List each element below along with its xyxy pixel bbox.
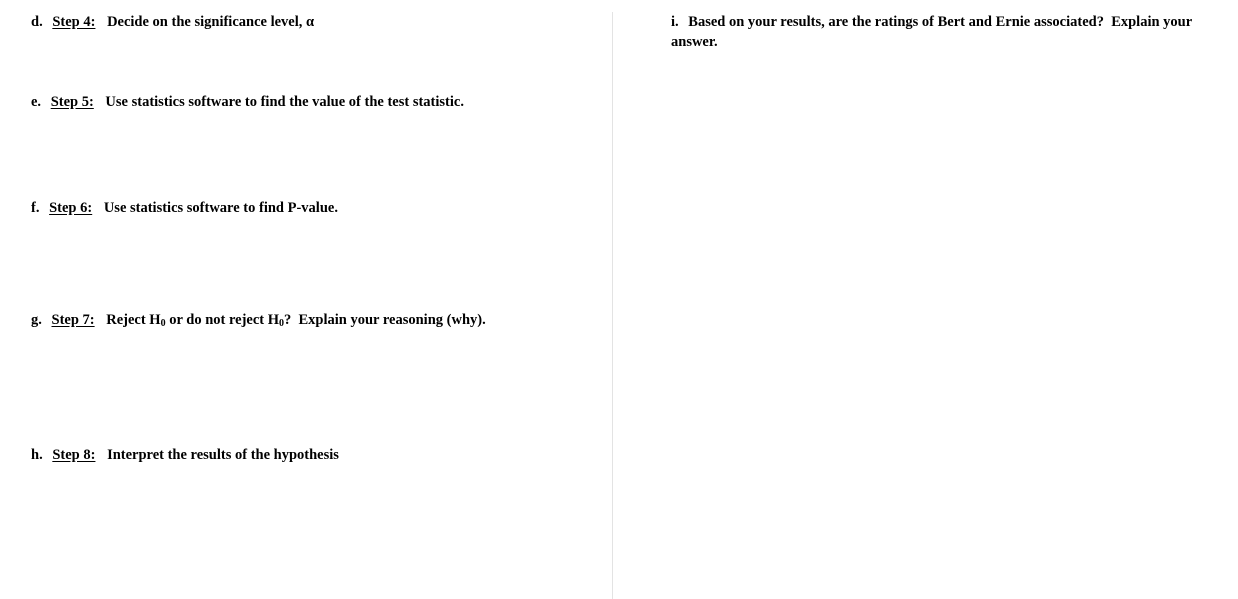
question-e-step: Step 5: bbox=[50, 94, 94, 110]
question-i-letter: i. bbox=[671, 14, 679, 30]
question-d-text: Decide on the significance level, α bbox=[107, 14, 315, 30]
question-g-letter: g. bbox=[31, 312, 42, 328]
question-f-letter: f. bbox=[31, 200, 40, 216]
question-d-step: Step 4: bbox=[52, 14, 96, 30]
question-i bbox=[671, 13, 1216, 52]
question-g bbox=[31, 311, 486, 330]
question-h-step: Step 8: bbox=[52, 447, 96, 463]
question-g-subscript-1: 0 bbox=[160, 318, 166, 329]
question-f bbox=[31, 199, 338, 218]
question-h bbox=[31, 446, 339, 465]
question-i-text: Based on your results, are the ratings of Bert and Ernie associated? Explain your answer. bbox=[671, 14, 1196, 50]
question-h-text: Interpret the results of the hypothesis bbox=[107, 447, 339, 463]
question-g-part2: or do not reject H bbox=[165, 312, 280, 328]
question-d bbox=[31, 13, 314, 32]
column-divider bbox=[612, 12, 613, 599]
question-g-part1: Reject H bbox=[106, 312, 161, 328]
question-g-subscript-2: 0 bbox=[279, 318, 285, 329]
question-e bbox=[31, 93, 464, 112]
question-h-letter: h. bbox=[31, 447, 43, 463]
question-g-step: Step 7: bbox=[51, 312, 95, 328]
question-f-text: Use statistics software to find P-value. bbox=[103, 200, 338, 216]
question-e-text: Use statistics software to find the value of the test statistic. bbox=[105, 94, 464, 110]
question-d-letter: d. bbox=[31, 14, 43, 30]
question-f-step: Step 6: bbox=[49, 200, 93, 216]
question-g-part3: ? Explain your reasoning (why). bbox=[284, 312, 486, 328]
question-e-letter: e. bbox=[31, 94, 42, 110]
question-g-text bbox=[106, 312, 485, 328]
